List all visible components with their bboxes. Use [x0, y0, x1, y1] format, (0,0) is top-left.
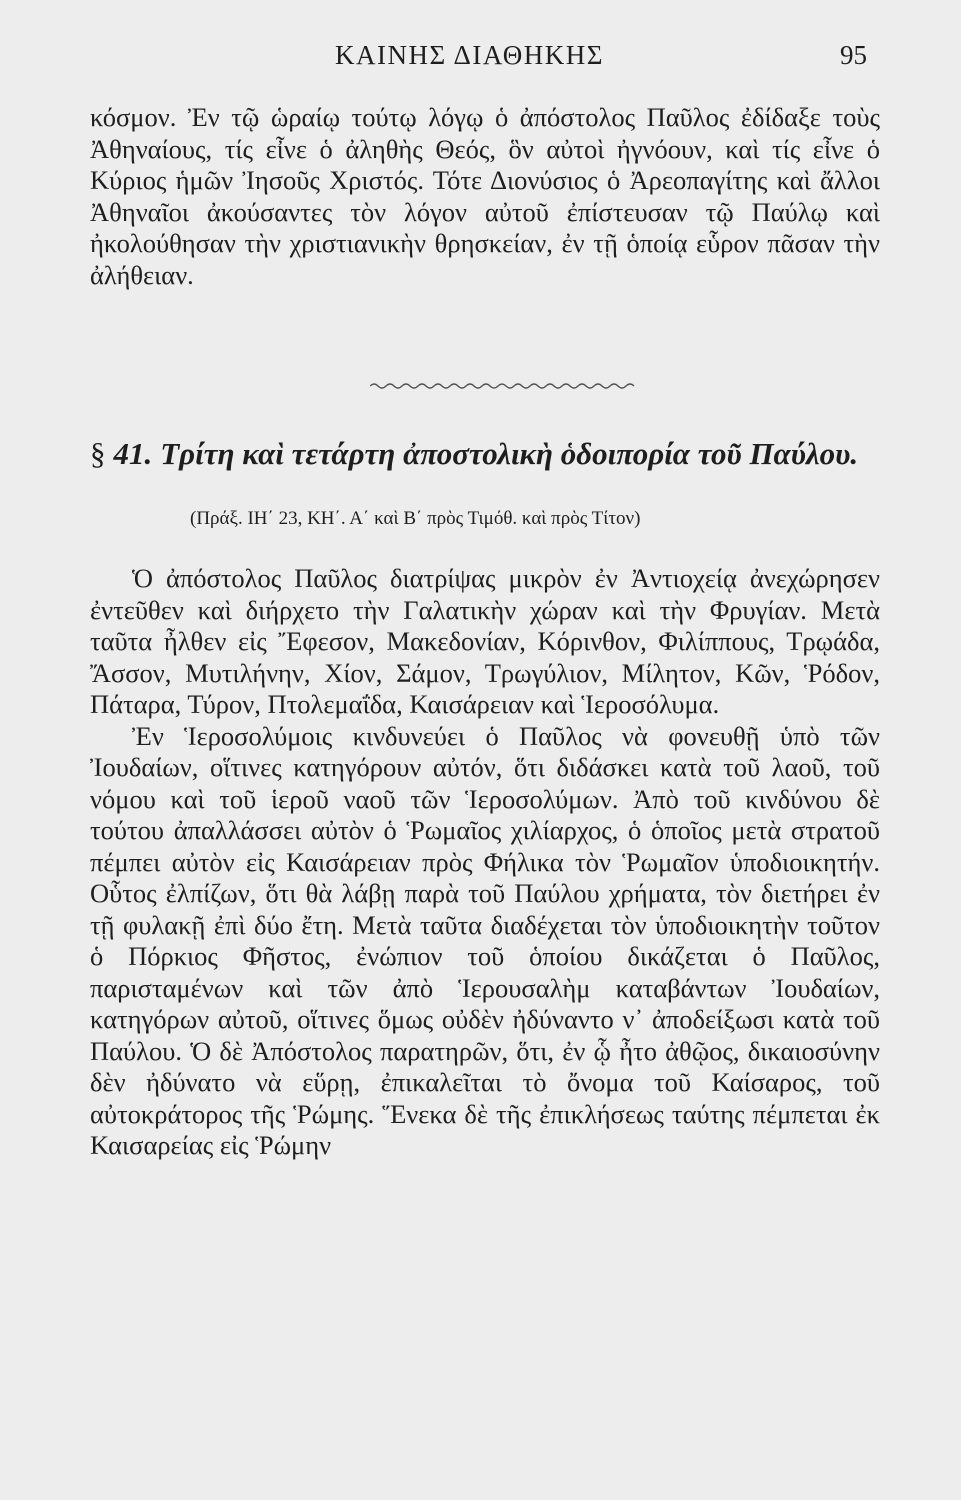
- section-heading: [90, 436, 890, 472]
- section-sign: §: [90, 436, 106, 471]
- section-body: [90, 563, 880, 1162]
- section-title: Τρίτη καὶ τετάρτη ἀποστολικὴ ὁδοιπορία τοῦ Παύλου.: [160, 436, 859, 471]
- intro-paragraph: κόσμον. Ἐν τῷ ὡραίῳ τούτῳ λόγῳ ὁ ἀπόστολος Παῦλος ἐδίδαξε τοὺς Ἀθηναίους, τίς εἶνε ὁ ἀληθὴς Θεός, ὃν αὐτοὶ ἠγνόουν, καὶ τίς εἶνε ὁ Κύριος ἡμῶν Ἰησοῦς Χριστός. Τότε Διονύσιος ὁ Ἀρεοπαγίτης καὶ ἄλλοι Ἀθηναῖοι ἀκούσαντες τὸν λόγον αὐτοῦ ἐπίστευσαν τῷ Παύλῳ καὶ ἠκολούθησαν τὴν χριστιανικὴν θρησκείαν, ἐν τῇ ὁποίᾳ εὗρον πᾶσαν τὴν ἀλήθειαν.: [90, 102, 880, 290]
- page-header: [0, 40, 961, 80]
- page-number: 95: [840, 40, 867, 70]
- scripture-reference: (Πράξ. ΙΗ΄ 23, ΚΗ΄. Α΄ καὶ Β΄ πρὸς Τιμόθ. καὶ πρὸς Τίτον): [190, 508, 641, 529]
- body-paragraph-2: Ἐν Ἱεροσολύμοις κινδυνεύει ὁ Παῦλος νὰ φονευθῇ ὑπὸ τῶν Ἰουδαίων, οἵτινες κατηγόρουν αὐτόν, ὅτι διδάσκει κατὰ τοῦ λαοῦ, τοῦ νόμου καὶ τοῦ ἱεροῦ ναοῦ τῶν Ἱεροσολύμων. Ἀπὸ τοῦ κινδύνου δὲ τούτου ἀπαλλάσσει αὐτὸν ὁ Ῥωμαῖος χιλίαρχος, ὁ ὁποῖος μετὰ στρατοῦ πέμπει αὐτὸν εἰς Καισάρειαν πρὸς Φήλικα τὸν Ῥωμαῖον ὑποδιοικητήν. Οὗτος ἐλπίζων, ὅτι θὰ λάβῃ παρὰ τοῦ Παύλου χρήματα, τὸν διετήρει ἐν τῇ φυλακῇ ἐπὶ δύο ἔτη. Μετὰ ταῦτα διαδέχεται τὸν ὑποδιοικητὴν τοῦτον ὁ Πόρκιος Φῆστος, ἐνώπιον τοῦ ὁποίου δικάζεται ὁ Παῦλος, παρισταμένων καὶ τῶν ἀπὸ Ἱερουσαλὴμ καταβάντων Ἰουδαίων, κατηγόρων αὐτοῦ, οἵτινες ὅμως οὐδὲν ἠδύναντο ν᾽ ἀποδείξωσι κατὰ τοῦ Παύλου. Ὁ δὲ Ἀπόστολος παρατηρῶν, ὅτι, ἐν ᾧ ἦτο ἀθῷος, δικαιοσύνην δὲν ἠδύνατο νὰ εὕρῃ, ἐπικαλεῖται τὸ ὄνομα τοῦ Καίσαρος, τοῦ αὐτοκράτορος τῆς Ῥώμης. Ἕνεκα δὲ τῆς ἐπικλήσεως ταύτης πέμπεται ἐκ Καισαρείας εἰς Ῥώμην: [90, 720, 880, 1160]
- running-title: ΚΑΙΝΗΣ ΔΙΑΘΗΚΗΣ: [335, 40, 604, 70]
- wavy-rule: [370, 384, 634, 388]
- body-paragraph-1: Ὁ ἀπόστολος Παῦλος διατρίψας μικρὸν ἐν Ἀντιοχείᾳ ἀνεχώρησεν ἐντεῦθεν καὶ διήρχετο τὴν Γαλατικὴν χώραν καὶ τὴν Φρυγίαν. Μετὰ ταῦτα ἦλθεν εἰς Ἔφεσον, Μακεδονίαν, Κόρινθον, Φιλίππους, Τρῳάδα, Ἄσσον, Μυτιλήνην, Χίον, Σάμον, Τρωγύλιον, Μίλητον, Κῶν, Ῥόδον, Πάταρα, Τύρον, Πτολεμαΐδα, Καισάρειαν καὶ Ἱεροσόλυμα.: [90, 563, 880, 719]
- section-number: 41.: [113, 436, 153, 471]
- section-separator: [370, 380, 640, 392]
